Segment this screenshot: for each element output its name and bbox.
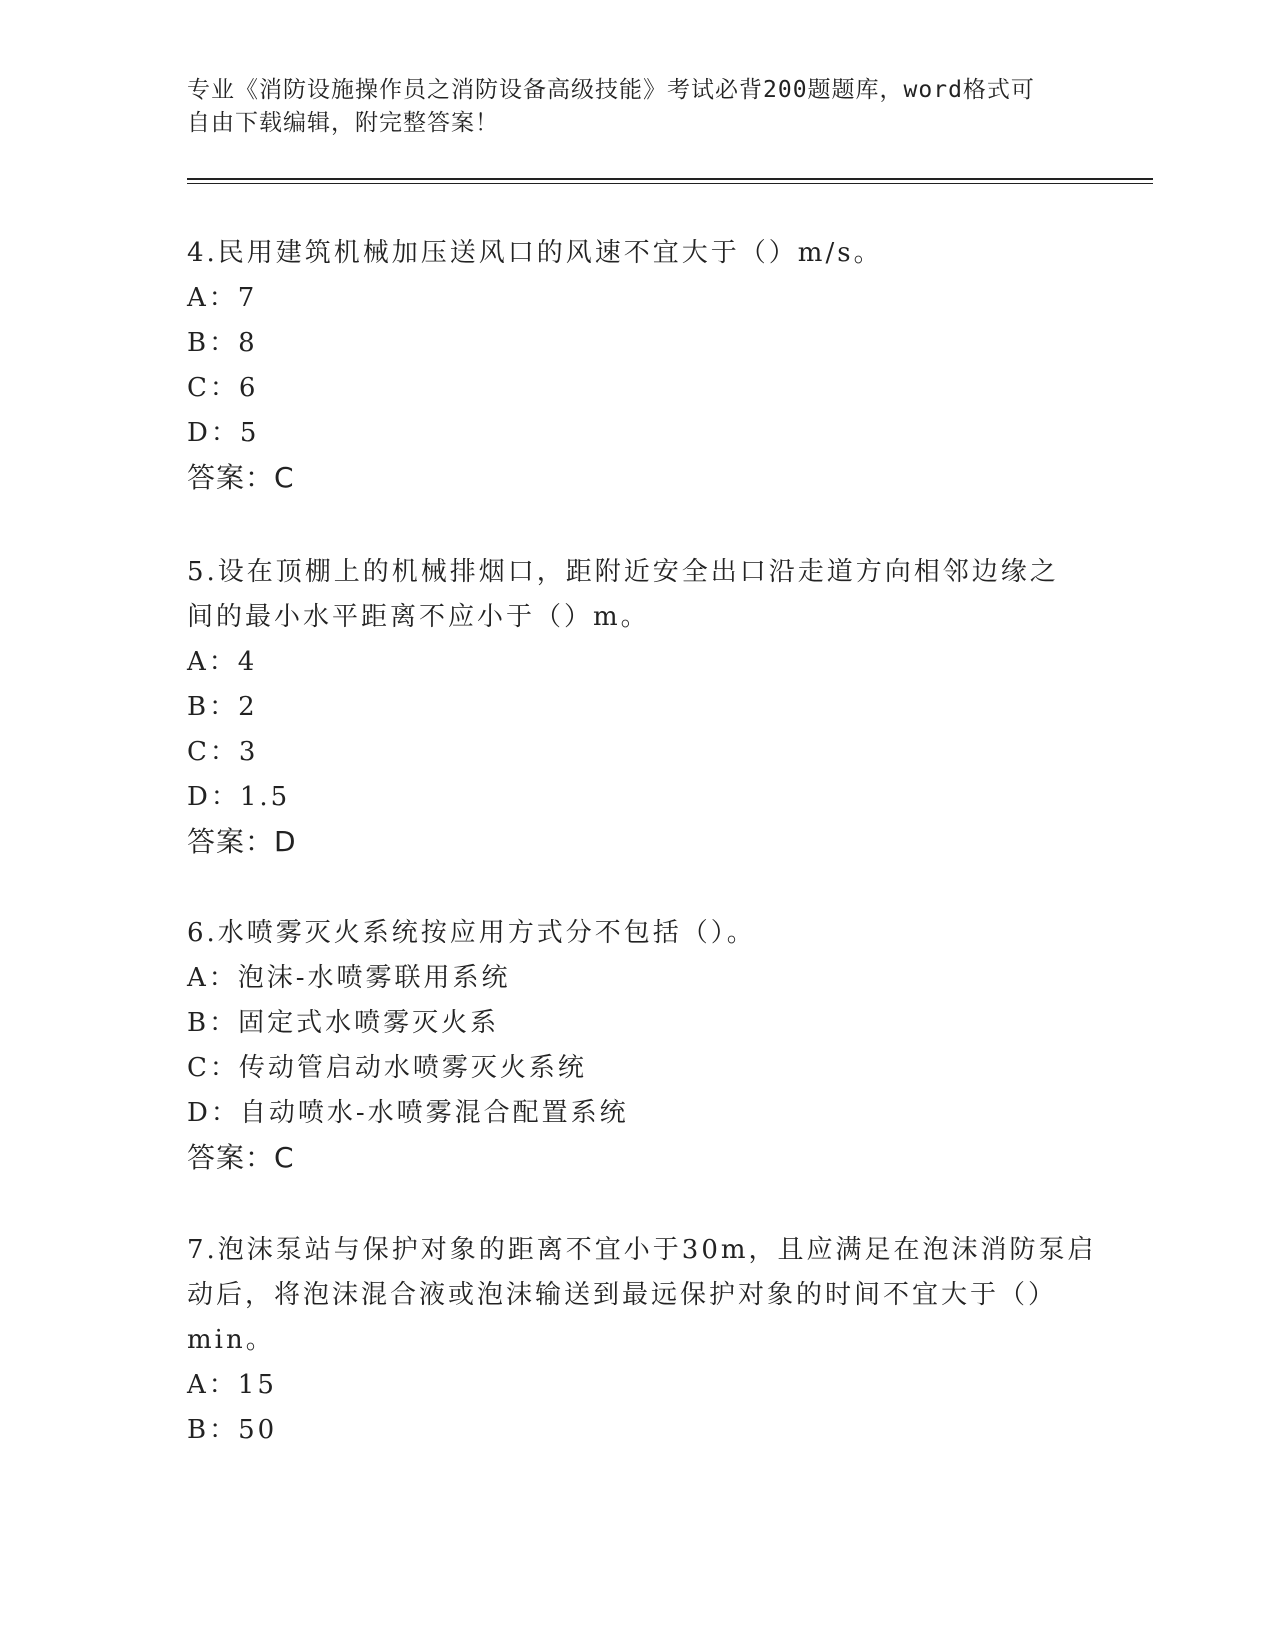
document-header [187, 74, 1067, 140]
question-4-option-c: C：6 [187, 373, 259, 403]
question-4-option-b: B：8 [187, 328, 258, 358]
question-7-stem-line-3: min。 [187, 1325, 275, 1355]
question-5-answer: 答案：D [187, 825, 297, 858]
header-line-1: 专业《消防设施操作员之消防设备高级技能》考试必背200题题库，word格式可 [187, 77, 1035, 103]
header-line-2: 自由下载编辑，附完整答案！ [187, 110, 499, 136]
question-7-option-b: B：50 [187, 1415, 278, 1445]
question-7-option-a: A：15 [187, 1370, 277, 1400]
question-6-stem-line-1: 6.水喷雾灭火系统按应用方式分不包括（）。 [187, 918, 756, 948]
question-6-option-a: A：泡沫-水喷雾联用系统 [187, 963, 511, 993]
header-divider-thin [187, 183, 1153, 184]
question-5-option-d: D：1.5 [187, 782, 291, 812]
question-4-option-d: D：5 [187, 418, 260, 448]
question-5-option-a: A：4 [187, 647, 258, 677]
question-4-answer: 答案：C [187, 461, 295, 494]
question-6-option-c: C：传动管启动水喷雾灭火系统 [187, 1053, 587, 1083]
question-5-stem-line-1: 5.设在顶棚上的机械排烟口，距附近安全出口沿走道方向相邻边缘之 [187, 557, 1059, 587]
question-5-stem-line-2: 间的最小水平距离不应小于（）m。 [187, 602, 650, 632]
question-6-option-b: B：固定式水喷雾灭火系 [187, 1008, 500, 1038]
header-divider-thick [187, 178, 1153, 180]
question-5-option-c: C：3 [187, 737, 259, 767]
question-7-stem-line-2: 动后，将泡沫混合液或泡沫输送到最远保护对象的时间不宜大于（） [187, 1280, 1058, 1310]
question-4-option-a: A：7 [187, 283, 258, 313]
question-4-stem-line-1: 4.民用建筑机械加压送风口的风速不宜大于（）m/s。 [187, 238, 883, 268]
question-5-option-b: B：2 [187, 692, 258, 722]
question-7-stem-line-1: 7.泡沫泵站与保护对象的距离不宜小于30m，且应满足在泡沫消防泵启 [187, 1235, 1097, 1265]
question-6-option-d: D：自动喷水-水喷雾混合配置系统 [187, 1098, 629, 1128]
question-6-answer: 答案：C [187, 1141, 295, 1174]
